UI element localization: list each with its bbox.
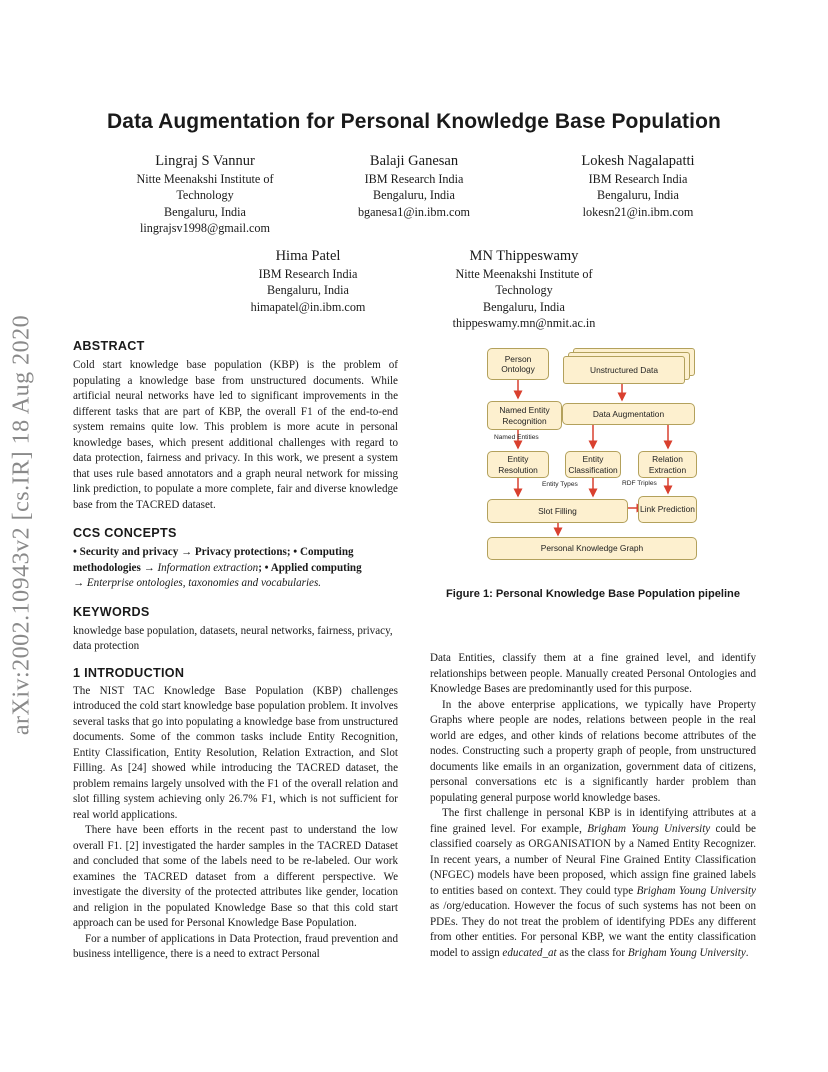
text-run: as the class for <box>556 946 628 959</box>
author-block <box>414 247 634 332</box>
author-location: Bengaluru, India <box>597 188 679 203</box>
left-column <box>73 339 398 963</box>
author-block <box>95 152 315 237</box>
keywords-heading: KEYWORDS <box>73 604 150 619</box>
author-email: bganesa1@in.ibm.com <box>357 204 471 219</box>
slot-filling-box: Slot Filling <box>487 499 628 523</box>
ccs-security: • Security and privacy → Privacy protections; <box>73 546 291 558</box>
author-email: lingrajsv1998@gmail.com <box>139 221 271 236</box>
intro-paragraph: The NIST TAC Knowledge Base Population (KBP) challenges introduced the cold start knowledge base population problem. It involves several tasks that go into populating a knowledge base from unstructured documents. Some of the common tasks include Entity Recognition, Entity Classification, Entity Resolution, Relation Extraction, and Slot Filling. As [24] showed while introducing the TACRED dataset, the problem remains largely unsolved with the F1 of the overall relation and slot filling system achieving only 26.7% F1, which is not sufficient for real world applications. <box>73 684 398 821</box>
author-affiliation: IBM Research India <box>258 267 358 281</box>
ccs-text <box>73 545 398 592</box>
author-location: Bengaluru, India <box>164 204 246 219</box>
entity-mention: Brigham Young University <box>587 822 711 835</box>
entity-mention: Brigham Young University <box>636 884 756 897</box>
author-location: Bengaluru, India <box>483 299 565 314</box>
author-email: lokesn21@in.ibm.com <box>582 204 694 219</box>
person-ontology-box: Person Ontology <box>487 348 549 380</box>
paper-title: Data Augmentation for Personal Knowledge Base Population <box>107 110 721 133</box>
arxiv-stamp-text: arXiv:2002.10943v2 [cs.IR] 18 Aug 2020 <box>8 314 35 736</box>
arxiv-stamp <box>2 290 42 760</box>
author-block <box>528 152 748 220</box>
pipeline-figure <box>478 340 708 568</box>
author-location: Bengaluru, India <box>373 188 455 203</box>
author-location: Bengaluru, India <box>267 283 349 298</box>
author-name: Lokesh Nagalapatti <box>581 153 695 169</box>
entity-types-label: Entity Types <box>542 481 578 488</box>
right-column <box>430 651 756 961</box>
author-name: Lingraj S Vannur <box>155 153 255 169</box>
text-run: The first challenge in personal KBP is in identifying attributes at a fine grained level. For example, <box>430 807 756 835</box>
knowledge-graph-box: Personal Knowledge Graph <box>487 537 697 560</box>
author-email: himapatel@in.ibm.com <box>250 299 366 314</box>
ccs-extraction: Information extraction <box>154 561 259 574</box>
ccs-enterprise: → Enterprise ontologies, taxonomies and vocabularies. <box>73 577 322 589</box>
intro-heading: 1 INTRODUCTION <box>73 665 185 680</box>
text-run: as /org/education. However the focus of such systems has not been on PDEs. They do not treat the problem of identifying PDEs any different from other entities. For personal KBP, we want the entity classification model to assign <box>430 900 756 959</box>
text-run: could be classified coarsely as ORGANISATION by a Named Entity Recognizer. In recent years, a number of Neural Fine Grained Entity Classification (NFGEC) models have been proposed, which assign fine grained labels to entities based on context. They could type <box>430 822 756 897</box>
author-email: thippeswamy.mn@nmit.ac.in <box>452 316 596 331</box>
text-run: . <box>745 946 749 959</box>
author-affiliation: Technology <box>176 188 234 203</box>
author-block <box>198 247 418 315</box>
author-name: Balaji Ganesan <box>369 153 459 169</box>
ccs-computing: • Computing methodologies → <box>73 546 354 574</box>
augmentation-box: Data Augmentation <box>562 403 695 425</box>
author-affiliation: Technology <box>495 283 553 298</box>
author-name: MN Thippeswamy <box>469 248 579 264</box>
ccs-applied: ; • Applied computing <box>258 561 362 574</box>
entity-resolution-box: Entity Resolution <box>487 451 549 478</box>
figure-caption: Figure 1: Personal Knowledge Base Population pipeline <box>445 588 741 600</box>
author-block <box>304 152 524 220</box>
author-affiliation: IBM Research India <box>588 172 688 186</box>
abstract-text: Cold start knowledge base population (KBP) is the problem of populating a knowledge base from unstructured documents. While artificial neural networks have led to significant improvements in the different tasks that are part of KBP, the overall F1 of the end-to-end system remains quite low. This problem is more acute in personal knowledge bases, which present additional challenges with regard to data protection, fairness and privacy. In this work, we present a system that uses rule based annotators and a graph neural network for missing link prediction, to populate a more complete, fair and diverse knowledge base from the TACRED dataset. <box>73 359 398 511</box>
relation-extraction-box: Relation Extraction <box>638 451 697 478</box>
author-affiliation: IBM Research India <box>364 172 464 186</box>
intro-paragraph: There have been efforts in the recent past to understand the low overall F1. [2] investigated the harder samples in the TACRED Dataset and concluded that some of the labels need to be re-labeled. Our work examines the TACRED dataset from a different perspective. We investigate the diversity of the protected attributes like gender, location and religion in the populated Knowledge Base so that this cold start approach can be used for Personal Knowledge Base Population. <box>73 824 398 929</box>
author-name: Hima Patel <box>275 248 341 264</box>
entity-mention: Brigham Young University <box>627 946 746 959</box>
named-entities-label: Named Entities <box>494 434 539 441</box>
intro-paragraph: For a number of applications in Data Protection, fraud prevention and business intelligence, there is a need to extract Personal <box>73 932 398 960</box>
abstract-heading: ABSTRACT <box>73 339 145 353</box>
right-paragraph: In the above enterprise applications, we typically have Property Graphs where people are nodes, relations between people in the real world are edges, and other kinds of relations become attributes of the nodes. Constructing such a property graph of people, from unstructured documents like emails in an organization, government data of citizens, personal conversations etc is a significantly harder problem than populating general purpose world knowledge bases. <box>430 698 756 804</box>
unstructured-data-box: Unstructured Data <box>563 356 685 384</box>
entity-classification-box: Entity Classification <box>565 451 621 478</box>
ner-box: Named Entity Recognition <box>487 401 562 430</box>
rdf-triples-label: RDF Triples <box>622 480 657 487</box>
ccs-heading: CCS CONCEPTS <box>73 526 177 540</box>
author-affiliation: Nitte Meenakshi Institute of <box>455 267 593 281</box>
keywords-text: knowledge base population, datasets, neural networks, fairness, privacy, data protection <box>73 624 393 652</box>
right-paragraph: Data Entities, classify them at a fine grained level, and identify relationships between people. Manually created Personal Ontologies and Knowledge Bases are predominantly used for this purpose. <box>430 652 756 695</box>
class-label: educated_at <box>502 946 557 959</box>
link-prediction-box: Link Prediction <box>638 496 697 523</box>
right-paragraph <box>430 806 756 961</box>
author-affiliation: Nitte Meenakshi Institute of <box>136 172 274 186</box>
